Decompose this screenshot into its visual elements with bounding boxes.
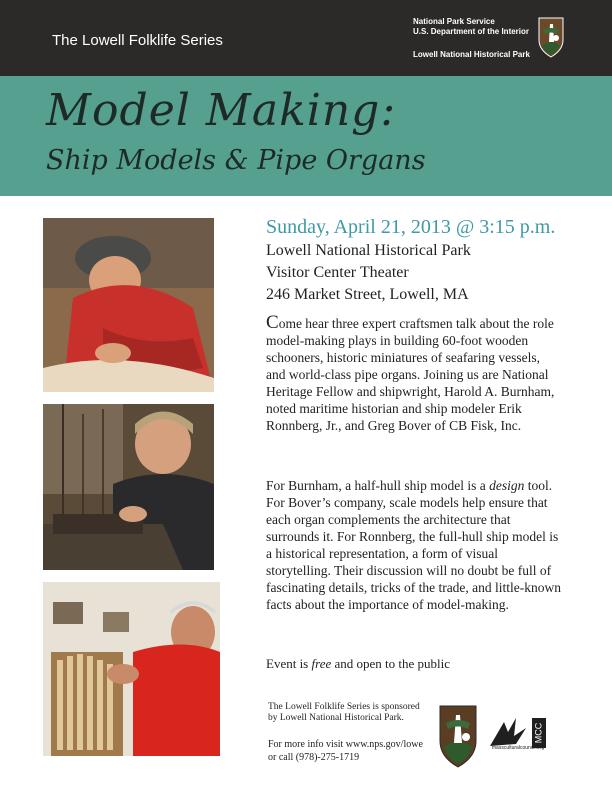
series-title: The Lowell Folklife Series (52, 32, 223, 49)
contact-line-1: For more info visit www.nps.gov/lowe (268, 739, 423, 750)
paragraph-2-text-a: For Burnham, a half-hull ship model is a (266, 478, 490, 493)
free-line-b: and open to the public (331, 656, 451, 671)
ship-model-maker-photo (43, 404, 214, 570)
sub-title: Ship Models & Pipe Organs (46, 145, 426, 176)
sponsor-text (268, 702, 420, 724)
sponsor-line-1: The Lowell Folklife Series is sponsored (268, 702, 420, 712)
paragraph-1-text: ome hear three expert craftsmen talk about the role model-making plays in building 60-foot wooden schooners, historic miniatures of seafaring vessels, and world-class pipe organs. Joining us are National Heritage Fellow and shipwright, Harold A. Burnham, noted maritime historian and ship modeler Erik Ronnberg, Jr., and Greg Bover of CB Fisk, Inc. (266, 316, 555, 433)
main-title: Model Making: (46, 85, 397, 136)
description-paragraph-1 (266, 314, 562, 434)
pipe-organ-model-photo (43, 582, 220, 756)
park-name: Lowell National Historical Park (413, 50, 530, 59)
description-paragraph-2 (266, 477, 562, 613)
nps-arrowhead-icon (537, 16, 565, 63)
nps-arrowhead-logo-icon (438, 703, 478, 774)
agency-line-2: U.S. Department of the Interior (413, 27, 530, 36)
agency-line-1: National Park Service (413, 17, 495, 26)
venue-line-2: Visitor Center Theater (266, 264, 409, 281)
contact-info (268, 738, 423, 764)
venue-line-1: Lowell National Historical Park (266, 242, 471, 259)
design-emphasis: design (489, 478, 525, 493)
craftsman-carving-photo (43, 218, 214, 392)
drop-cap: C (266, 312, 279, 333)
free-emphasis: free (311, 656, 332, 671)
agency-block (413, 17, 530, 60)
free-admission-line (266, 656, 450, 672)
mcc-text: MCC (533, 722, 544, 744)
free-line-a: Event is (266, 656, 312, 671)
venue-line-3: 246 Market Street, Lowell, MA (266, 286, 469, 303)
contact-line-2: or call (978)-275-1719 (268, 752, 360, 763)
paragraph-2-text-b: tool. For Bover’s company, scale models help ensure that each organ complements the architecture that surrounds it. For Ronnberg, the full-hull ship model is a historical representation, a form of visual storytelling. Their discussion will no doubt be full of fascinating details, tricks of the trade, and little-known facts about the importance of model-making. (266, 478, 562, 612)
sponsor-line-2: by Lowell National Historical Park. (268, 713, 404, 723)
venue-block (266, 240, 471, 306)
event-date-time: Sunday, April 21, 2013 @ 3:15 p.m. (266, 216, 556, 238)
mcc-caption: massculturalcouncil.org (491, 745, 545, 751)
